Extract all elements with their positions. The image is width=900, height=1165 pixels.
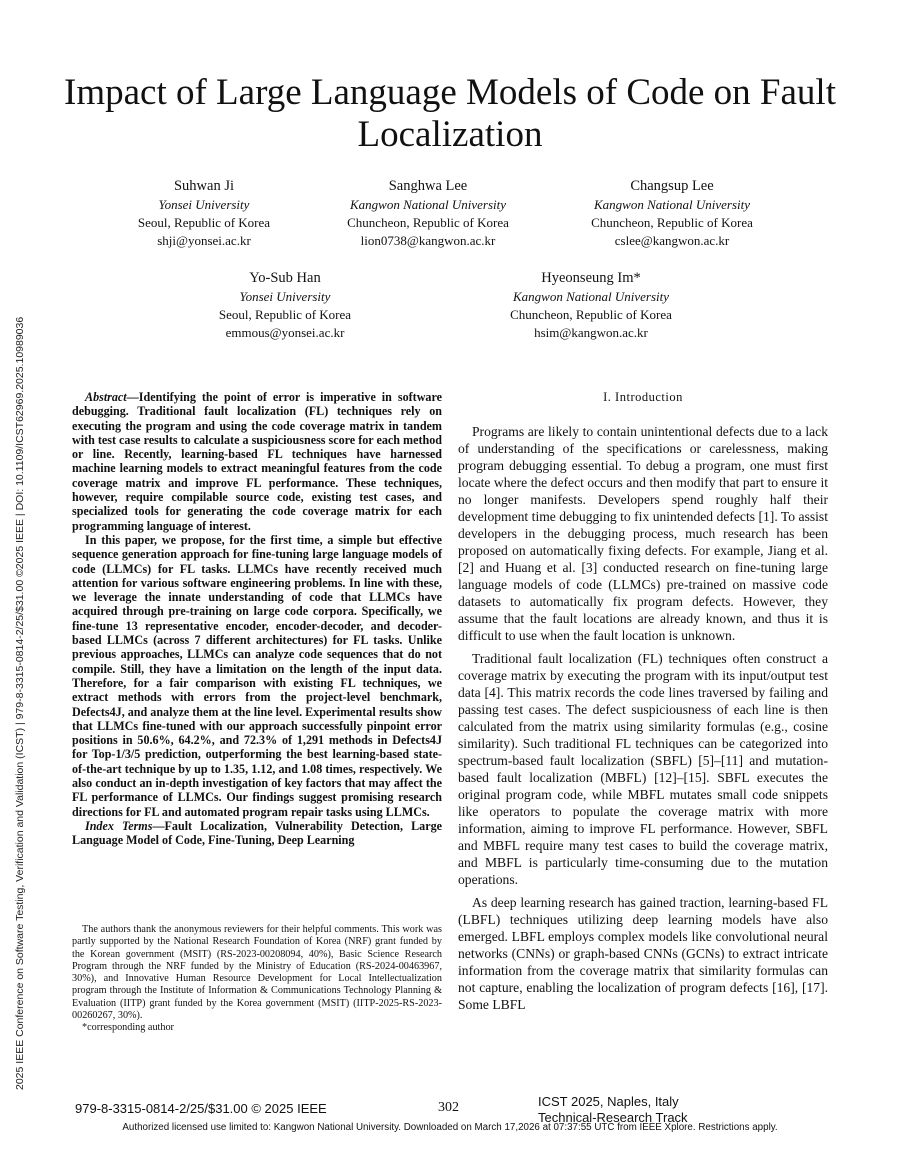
author-name: Yo-Sub Han — [249, 270, 321, 286]
introduction-section — [458, 390, 828, 1019]
author-name: Changsup Lee — [630, 178, 714, 194]
author-block-5 — [476, 268, 706, 342]
author-location: Seoul, Republic of Korea — [218, 307, 352, 322]
venue-line-1: ICST 2025, Naples, Italy — [538, 1094, 679, 1109]
author-affiliation: Yonsei University — [239, 289, 331, 304]
acknowledgement-footnote — [72, 924, 442, 1035]
section-heading: I. Introduction — [603, 390, 683, 404]
author-block-2 — [313, 176, 543, 250]
author-affiliation: Kangwon National University — [594, 197, 750, 212]
author-email[interactable]: shji@yonsei.ac.kr — [157, 233, 251, 248]
footnote-corresponding: *corresponding author — [82, 1022, 174, 1034]
index-terms — [72, 819, 442, 848]
venue-line-2: Technical-Research Track — [538, 1110, 688, 1125]
abstract — [72, 390, 442, 848]
author-email[interactable]: cslee@kangwon.ac.kr — [614, 233, 730, 248]
paper-title: Impact of Large Language Models of Code on Fault Localization — [64, 72, 836, 155]
author-location: Seoul, Republic of Korea — [137, 215, 271, 230]
intro-paragraph-3: As deep learning research has gained traction, learning-based FL (LBFL) techniques utilizing deep learning models have also emerged. LBFL employs complex models like convolutional neural networks (CNNs) or graph-based CNNs (GCNs) to extract intricate information from the coverage matrix that similarity formulas can not capture, enabling the localization of program defects [16], [17]. Some LBFL — [458, 895, 828, 1012]
index-terms-label: Index Terms — [85, 818, 153, 833]
intro-paragraph-2: Traditional fault localization (FL) techniques often construct a coverage matrix by executing the program with its input/output test data [4]. This matrix records the code lines traversed by failing and passing test cases. The defect suspiciousness of each line is then calculated from the matrix using similarity formulas (e.g., cosine similarity). Such traditional FL techniques can be categorized into spectrum-based fault localization (SBFL) [5]–[11] and mutation-based fault localization (MBFL) [12]–[15]. SBFL executes the original program code, while MBFL mutates small code snippets like operators to populate the coverage matrix with more information, aiming to improve FL performance. However, SBFL and MBFL require many test cases to build the coverage matrix, and MBFL is particularly time-consuming due to the mutation operations. — [458, 651, 828, 887]
footnote-funding: The authors thank the anonymous reviewers for their helpful comments. This work was partly supported by the National Research Foundation of Korea (NRF) grant funded by the Korean government (MSIT) (RS-2023-00208094, 40%), Basic Science Research Program through the NRF funded by the Ministry of Education (RS-2024-00463967, 30%), and Innovative Human Resource Development for Local Intellectualization program through the Institute of Information & Communications Technology Planning & Evaluation (IITP) grant funded by the Korea government (MSIT) (IITP-2025-RS-2023-00260267, 30%). — [72, 924, 442, 1022]
author-location: Chuncheon, Republic of Korea — [347, 215, 509, 230]
abstract-text-1: —Identifying the point of error is imperative in software debugging. Traditional fault localization (FL) techniques rely on executing the program and using the code coverage matrix in tandem with test case results to calculate a suspiciousness score for each method or line. Recently, learning-based FL techniques have harnessed machine learning models to extract meaningful features from the code coverage matrix and improve FL performance. These techniques, however, require compilable source code, existing test cases, and specialized tools for generating the code coverage matrix for each programming language of interest. — [72, 390, 442, 533]
abstract-paragraph-2: In this paper, we propose, for the first time, a simple but effective sequence generation approach for fine-tuning large language models of code (LLMCs) for FL tasks. LLMCs have recently received much attention for various software engineering problems. In line with these, we leverage the innate understanding of code that LLMCs have acquired through pre-training on large code corpora. Specifically, we fine-tune 13 representative encoder, encoder-decoder, and decoder-based LLMCs (across 7 different architectures) for FL tasks. Unlike previous approaches, LLMCs can analyze code sequences that do not compile. Still, they have a limitation on the length of the input data. Therefore, for a fair comparison with existing FL techniques, we extract methods with errors from the project-level benchmark, Defects4J, and analyze them at the line level. Experimental results show that LLMCs fine-tuned with our approach successfully pinpoint error positions in 50.6%, 64.2%, and 72.3% of 1,291 methods in Defects4J for Top-1/3/5 prediction, outperforming the best learning-based state-of-the-art technique by up to 1.35, 1.12, and 1.08 times, respectively. We also conduct an in-depth investigation of key factors that may affect the FL performance of LLMCs. Our findings suggest promising research directions for FL and automated program repair tasks using LLMCs. — [72, 532, 442, 819]
index-terms-text: —Fault Localization, Vulnerability Detection, Large Language Model of Code, Fine-Tuning, Deep Learning — [72, 818, 443, 848]
author-email[interactable]: hsim@kangwon.ac.kr — [534, 325, 648, 340]
author-affiliation: Kangwon National University — [513, 289, 669, 304]
author-block-1 — [89, 176, 319, 250]
author-location: Chuncheon, Republic of Korea — [510, 307, 672, 322]
author-email[interactable]: lion0738@kangwon.ac.kr — [360, 233, 496, 248]
intro-paragraph-1: Programs are likely to contain unintentional defects due to a lack of understanding of the specifications or carelessness, making program debugging essential. To debug a program, one must first locate where the defect occurs and then modify that part to ensure it no longer manifests. Developers spend roughly half their development time debugging to fix unintended defects [1]. To assist developers in the debugging process, much research has been proposed on automatically fixing defects. For example, Jiang et al. [2] and Huang et al. [3] conducted research on fine-tuning large language models of code (LLMCs) pre-trained on massive code datasets to automatically fix program defects. However, they assume that the fault locations are already known, and thus it is difficult to use when the fault location is unknown. — [458, 424, 828, 643]
author-block-4 — [170, 268, 400, 342]
abstract-paragraph-1 — [72, 390, 442, 533]
author-name: Hyeonseung Im* — [541, 270, 641, 286]
author-affiliation: Kangwon National University — [350, 197, 506, 212]
side-identifier-strip: 2025 IEEE Conference on Software Testing, Verification and Validation (ICST) | 979-8-3315-0814-2/25/$31.00 ©2025 IEEE | DOI: 10.1109/ICST62969.2025.10989036 — [14, 316, 26, 1090]
abstract-label: Abstract — [85, 390, 127, 404]
author-name: Suhwan Ji — [173, 178, 235, 194]
author-name: Sanghwa Lee — [388, 178, 468, 194]
author-affiliation: Yonsei University — [158, 197, 250, 212]
author-location: Chuncheon, Republic of Korea — [591, 215, 753, 230]
isbn-copyright: 979-8-3315-0814-2/25/$31.00 © 2025 IEEE — [75, 1101, 327, 1116]
page-number: 302 — [438, 1100, 459, 1115]
author-block-3 — [557, 176, 787, 250]
author-email[interactable]: emmous@yonsei.ac.kr — [225, 325, 345, 340]
license-notice: Authorized licensed use limited to: Kangwon National University. Downloaded on March 17,2026 at 07:37:55 UTC from IEEE Xplore. Restrictions apply. — [122, 1122, 778, 1133]
